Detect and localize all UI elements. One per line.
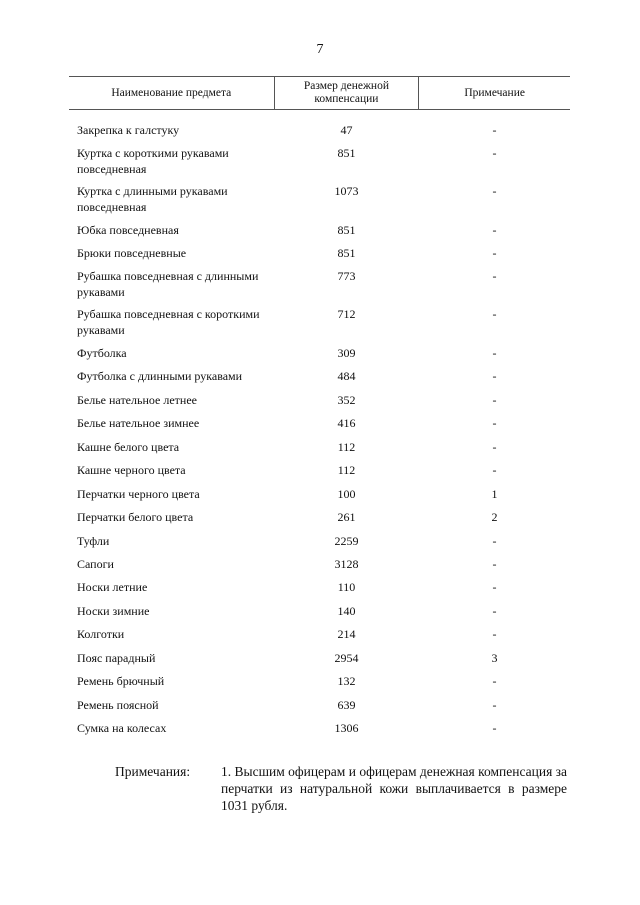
note-cell: - <box>492 346 497 360</box>
compensation-value-cell: 2259 <box>334 534 359 548</box>
compensation-value-cell: 1073 <box>334 184 359 198</box>
item-name-cell: Юбка повседневная <box>77 223 179 237</box>
note-cell: - <box>492 534 497 548</box>
compensation-value-cell: 47 <box>340 123 353 137</box>
item-name-cell: Сумка на колесах <box>77 721 167 735</box>
compensation-value-cell: 773 <box>337 269 356 283</box>
note-cell: - <box>492 369 497 383</box>
compensation-value-cell: 416 <box>337 416 356 430</box>
item-name-cell: Носки летние <box>77 580 148 594</box>
compensation-value-cell: 309 <box>337 346 356 360</box>
item-name-cell: Колготки <box>77 627 125 641</box>
item-name-cell: Футболка <box>77 346 127 360</box>
page-number: 7 <box>316 42 324 57</box>
item-name-cell: Перчатки белого цвета <box>77 510 194 524</box>
note-cell: - <box>492 627 497 641</box>
compensation-value-cell: 112 <box>337 440 356 454</box>
note-cell: - <box>492 440 497 454</box>
item-name-cell: Ремень поясной <box>77 698 159 712</box>
item-name-cell: Куртка с длинными рукавами повседневная <box>77 184 228 214</box>
compensation-value-cell: 851 <box>337 223 356 237</box>
item-name-cell: Закрепка к галстуку <box>77 123 180 137</box>
item-name-cell: Пояс парадный <box>77 651 156 665</box>
note-cell: - <box>492 604 497 618</box>
compensation-value-cell: 140 <box>337 604 356 618</box>
item-name-cell: Перчатки черного цвета <box>77 487 200 501</box>
item-name-cell: Кашне белого цвета <box>77 440 180 454</box>
note-cell: - <box>492 184 497 198</box>
compensation-value-cell: 100 <box>337 487 356 501</box>
item-name-cell: Кашне черного цвета <box>77 463 186 477</box>
compensation-value-cell: 639 <box>337 698 356 712</box>
compensation-value-cell: 112 <box>337 463 356 477</box>
item-name-cell: Брюки повседневные <box>77 246 187 260</box>
note-cell: - <box>492 416 497 430</box>
compensation-value-cell: 851 <box>337 146 356 160</box>
note-cell: - <box>492 698 497 712</box>
table-header <box>69 76 570 110</box>
compensation-value-cell: 132 <box>337 674 356 688</box>
compensation-value-cell: 851 <box>337 246 356 260</box>
note-cell: - <box>492 307 497 321</box>
note-cell: 2 <box>491 510 498 524</box>
item-name-cell: Куртка с короткими рукавами повседневная <box>77 146 229 176</box>
note-cell: - <box>492 393 497 407</box>
note-cell: - <box>492 674 497 688</box>
note-cell: - <box>492 123 497 137</box>
item-name-cell: Ремень брючный <box>77 674 165 688</box>
item-name-cell: Носки зимние <box>77 604 150 618</box>
header-compensation-amount: Размер денежной компенсации <box>275 77 420 109</box>
note-cell: - <box>492 223 497 237</box>
note-cell: - <box>492 557 497 571</box>
note-1-text: 1. Высшим офицерам и офицерам денежная компенсация за перчатки из натуральной кожи выплачивается в размере 1031 рубля. <box>221 764 567 813</box>
compensation-value-cell: 214 <box>337 627 356 641</box>
compensation-value-cell: 1306 <box>334 721 359 735</box>
compensation-value-cell: 2954 <box>334 651 359 665</box>
item-name-cell: Туфли <box>77 534 110 548</box>
note-cell: - <box>492 721 497 735</box>
note-cell: 1 <box>491 487 498 501</box>
item-name-cell: Сапоги <box>77 557 114 571</box>
note-cell: - <box>492 269 497 283</box>
item-name-cell: Рубашка повседневная с короткими рукавами <box>77 307 260 337</box>
compensation-value-cell: 352 <box>337 393 356 407</box>
compensation-value-cell: 484 <box>337 369 356 383</box>
compensation-value-cell: 712 <box>337 307 356 321</box>
header-note: Примечание <box>464 86 525 99</box>
note-cell: - <box>492 146 497 160</box>
item-name-cell: Белье нательное летнее <box>77 393 197 407</box>
item-name-cell: Белье нательное зимнее <box>77 416 200 430</box>
item-name-cell: Футболка с длинными рукавами <box>77 369 243 383</box>
compensation-value-cell: 3128 <box>334 557 359 571</box>
note-cell: - <box>492 580 497 594</box>
compensation-value-cell: 110 <box>337 580 356 594</box>
note-cell: - <box>492 463 497 477</box>
header-item-name: Наименование предмета <box>69 77 275 109</box>
notes-label: Примечания: <box>115 764 191 779</box>
note-cell: 3 <box>491 651 498 665</box>
compensation-value-cell: 261 <box>337 510 356 524</box>
note-cell: - <box>492 246 497 260</box>
compensation-table <box>69 76 570 735</box>
item-name-cell: Рубашка повседневная с длинными рукавами <box>77 269 259 299</box>
